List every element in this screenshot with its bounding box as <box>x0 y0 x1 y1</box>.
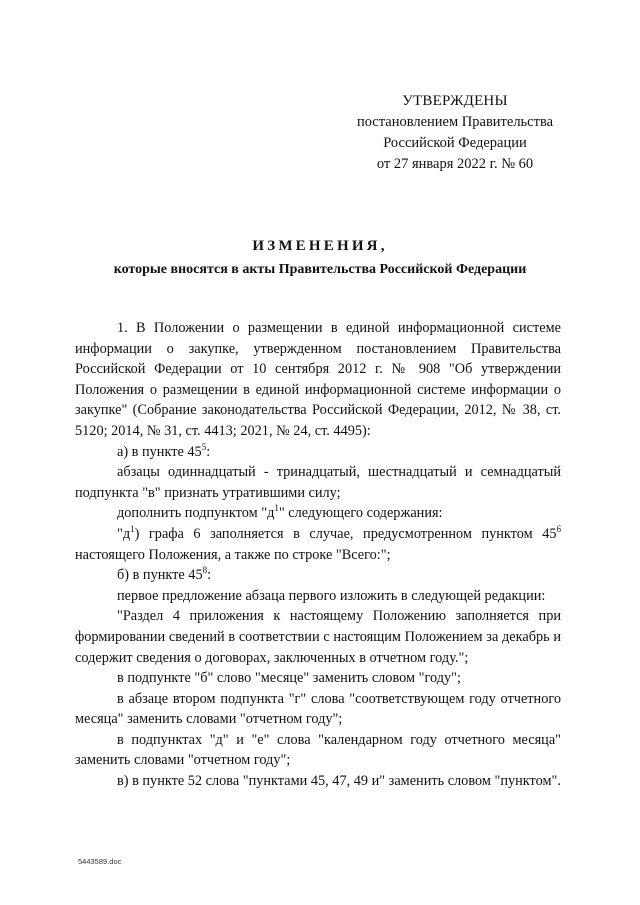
paragraph-10: в абзаце втором подпункта "г" слова "соответствующем году отчетного месяца" заменить словами "отчетном году"; <box>75 690 561 728</box>
paragraph-2-end: : <box>206 443 211 460</box>
paragraph-4-text: дополнить подпунктом "д <box>117 505 275 522</box>
paragraph-3: абзацы одиннадцатый - тринадцатый, шестнадцатый и семнадцатый подпункта "в" признать утратившими силу; <box>75 464 561 501</box>
approval-line-1: постановлением Правительства <box>356 114 554 130</box>
paragraph-8: "Раздел 4 приложения к настоящему Положению заполняется при формировании сведений в соответствии с настоящим Положением за декабрь и содержит сведения о договорах, заключенных в отчетном году."; <box>75 608 561 666</box>
approval-line-3: от 27 января 2022 г. № 60 <box>376 156 534 172</box>
file-name-footer: 5443589.doc <box>78 857 122 866</box>
paragraph-5-superscript-2: 6 <box>556 524 561 535</box>
paragraph-4 <box>75 503 561 524</box>
document-title: ИЗМЕНЕНИЯ, <box>252 238 388 254</box>
document-subtitle: которые вносятся в акты Правительства Российской Федерации <box>113 262 527 277</box>
paragraph-5-superscript-1: 1 <box>130 524 135 535</box>
paragraph-6-superscript: 8 <box>202 565 208 576</box>
paragraph-5-text-middle: ) графа 6 заполняется в случае, предусмотренном пунктом 45 <box>134 525 557 542</box>
paragraph-2-superscript: 5 <box>201 441 207 452</box>
approval-heading: УТВЕРЖДЕНЫ <box>402 93 508 109</box>
document-body <box>75 318 561 792</box>
paragraph-5 <box>75 524 561 565</box>
paragraph-2-text: а) в пункте 45 <box>117 443 202 460</box>
paragraph-6-end: : <box>207 567 212 584</box>
paragraph-2 <box>75 442 561 463</box>
paragraph-4-superscript: 1 <box>274 503 279 514</box>
paragraph-6 <box>75 565 561 586</box>
paragraph-9: в подпункте "б" слово "месяце" заменить словом "году"; <box>117 670 461 687</box>
paragraph-6-text: б) в пункте 45 <box>117 567 203 584</box>
paragraph-5-text-end: настоящего Положения, а также по строке "Всего:"; <box>75 546 391 563</box>
paragraph-11: в подпунктах "д" и "е" слова "календарном году отчетного месяца" заменить словами "отчетном году"; <box>75 731 561 769</box>
paragraph-5-text-start: "д <box>117 525 131 542</box>
paragraph-4-end: " следующего содержания: <box>278 505 443 522</box>
approval-block <box>345 91 565 175</box>
approval-line-2: Российской Федерации <box>383 135 527 151</box>
paragraph-7: первое предложение абзаца первого изложить в следующей редакции: <box>117 587 546 604</box>
paragraph-1: 1. В Положении о размещении в единой информационной системе информации о закупке, утвержденном постановлением Правительства Российской Федерации от 10 сентября 2012 г. № 908 "Об утверждении Положения о размещении в единой информационной системе информации о закупке" (Собрание законодательства Российской Федерации, 2012, № 38, ст. 5120; 2014, № 31, ст. 4413; 2021, № 24, ст. 4495): <box>75 320 561 439</box>
paragraph-12: в) в пункте 52 слова "пунктами 45, 47, 49 и" заменить словом "пунктом". <box>117 773 561 790</box>
